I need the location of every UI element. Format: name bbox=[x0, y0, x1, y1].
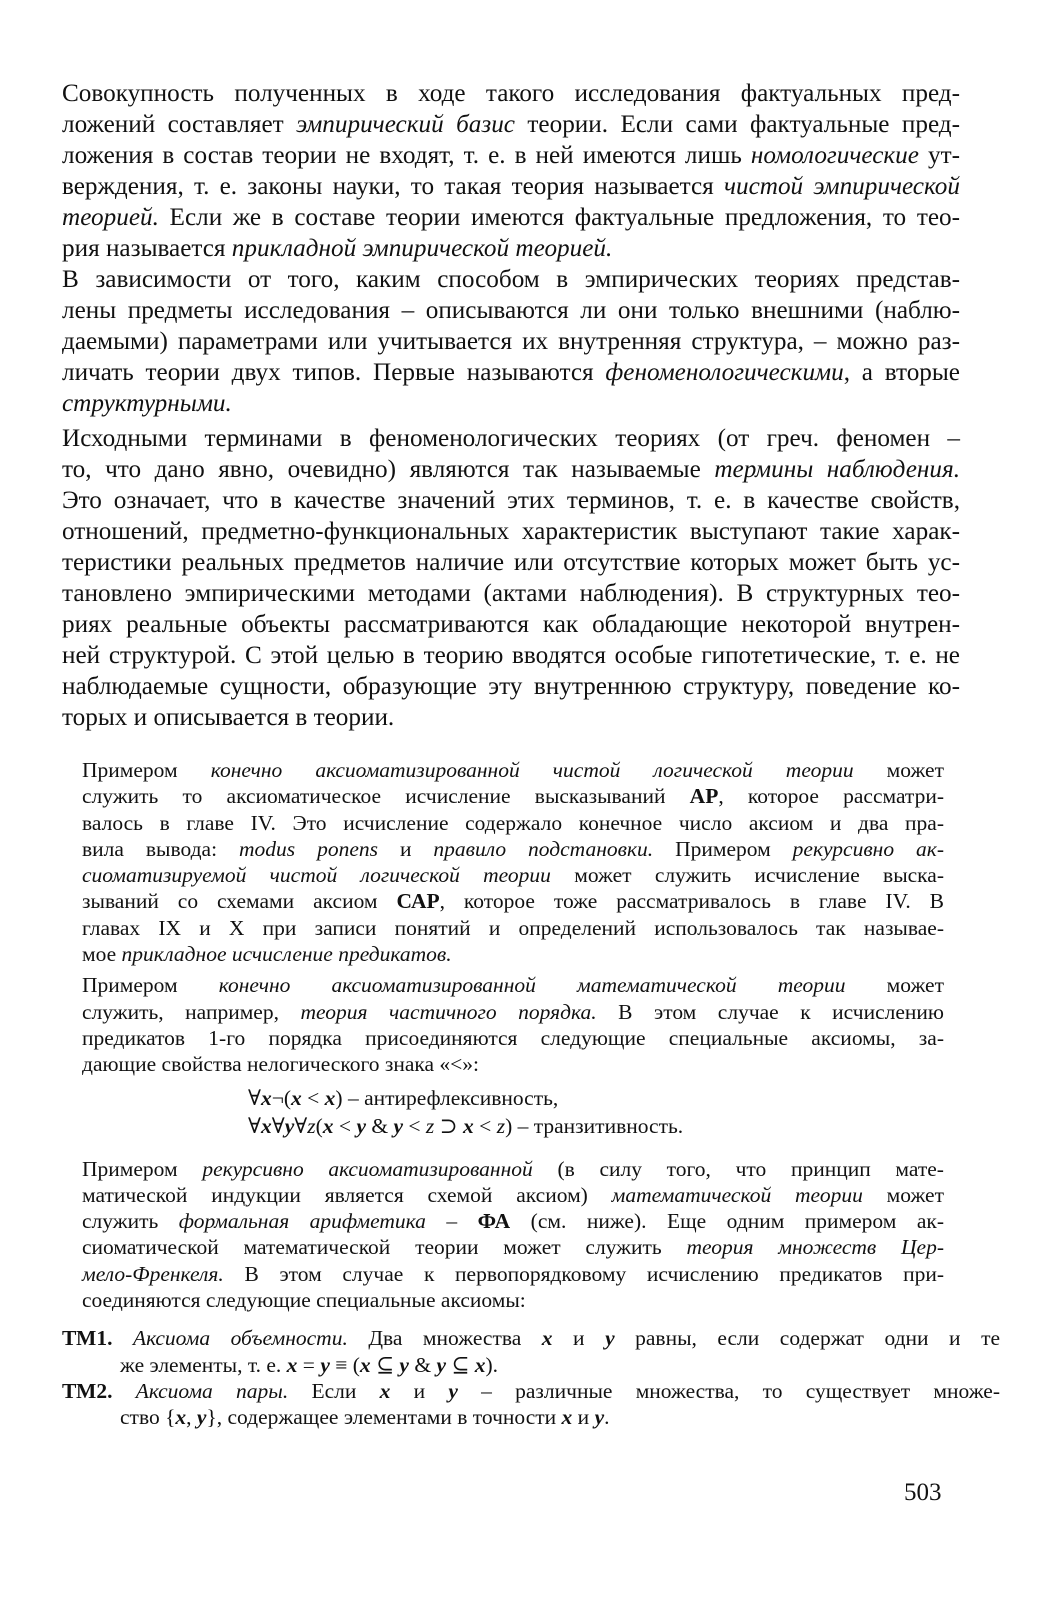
text-line: Примером bbox=[653, 836, 793, 861]
italic-term: Аксиома пары. bbox=[135, 1378, 289, 1403]
paragraph-observation-terms bbox=[62, 423, 960, 733]
text-line: может bbox=[845, 973, 944, 998]
text-line: (в силу того, что принцип мате- bbox=[532, 1156, 944, 1181]
text-line: ложения в состав теории не входят, т. е. в ней имеются лишь bbox=[62, 142, 751, 170]
italic-term: рекурсивно ак- bbox=[792, 836, 944, 861]
italic-term: термины наблюдения. bbox=[714, 455, 960, 483]
italic-term: теория частичного порядка. bbox=[300, 999, 597, 1024]
text-line: лены предметы исследования – описываются ли они только внешними (наблю- bbox=[62, 297, 960, 325]
bold-term: АР bbox=[689, 784, 719, 809]
text-line: может bbox=[862, 1182, 944, 1207]
italic-term: мело-Френкеля. bbox=[82, 1261, 224, 1286]
text-line: рия называется bbox=[62, 235, 232, 263]
italic-term: эмпирический базис bbox=[296, 111, 515, 139]
italic-term: номологические bbox=[750, 142, 919, 170]
text-line: вила вывода: bbox=[82, 836, 239, 861]
text-line: , а вторые bbox=[843, 359, 960, 387]
page-number: 503 bbox=[904, 1479, 942, 1506]
text-line: теристики реальных предметов наличие или отсутствие которых может быть ус- bbox=[62, 548, 960, 576]
formula-block bbox=[82, 1084, 960, 1140]
text-line: валось в главе IV. Это исчисление содержало конечное число аксиом и два пра- bbox=[82, 810, 944, 835]
italic-term: структурными. bbox=[62, 390, 232, 418]
text-line: зываний со схемами аксиом bbox=[82, 889, 397, 914]
text-line: , которое тоже рассматривалось в главе IV. В bbox=[439, 889, 944, 914]
text-line: личать теории двух типов. Первые называются bbox=[62, 359, 606, 387]
text-line: даемыми) параметрами или учитывается их внутренняя структура, – можно раз- bbox=[62, 328, 960, 356]
bold-term: САР bbox=[396, 889, 440, 914]
italic-term: modus ponens bbox=[239, 836, 378, 861]
text-line: Это означает, что в качестве значений этих терминов, т. е. в качестве свойств, bbox=[62, 486, 960, 514]
paragraph-theory-types bbox=[62, 264, 960, 419]
text-line: ложений составляет bbox=[62, 111, 297, 139]
formula-antireflexivity: ∀x¬(x < x) – антирефлексивность, bbox=[248, 1085, 559, 1110]
text-line: тановлено эмпирическими методами (актами наблюдения). В структурных тео- bbox=[62, 579, 960, 607]
italic-term: конечно аксиоматизированной чистой логической теории bbox=[210, 757, 854, 782]
italic-term: формальная арифметика – bbox=[178, 1209, 458, 1234]
text-line: служить, например, bbox=[82, 999, 301, 1024]
italic-term: правило подстановки. bbox=[433, 836, 654, 861]
italic-term: математической теории bbox=[611, 1182, 863, 1207]
text-line: может служить исчисление выска- bbox=[550, 863, 944, 888]
text-line: сиоматической математической теории может служить bbox=[82, 1235, 687, 1260]
text-line: верждения, т. е. законы науки, то такая теория называется bbox=[62, 173, 724, 201]
axiom-tm1: ТМ1. Аксиома объемности. Два множества x и y равны, если содержат одни и те же элементы, т. е. x = y ≡ (x ⊆ y & y ⊆ x). bbox=[62, 1326, 1001, 1377]
text-line: отношений, предметно-функциональных характеристик выступают такие харак- bbox=[62, 517, 960, 545]
text-line: Если же в составе теории имеются фактуальные предложения, то тео- bbox=[158, 204, 960, 232]
italic-term: прикладное исчисление предикатов. bbox=[121, 942, 452, 967]
text-line: предикатов 1-го порядка присоединяются следующие специальные аксиомы, за- bbox=[82, 1025, 944, 1050]
text-line: дающие свойства нелогического знака «<»: bbox=[82, 1052, 480, 1077]
axiom-tm2: ТМ2. Аксиома пары. Если x и y – различные множества, то существует множе- ство {x, y}, содержащее элементами в точности x и y. bbox=[62, 1378, 1000, 1430]
text-line: (см. ниже). Еще одним примером ак- bbox=[510, 1209, 944, 1234]
text-line: теории. Если сами фактуальные пред- bbox=[514, 111, 960, 139]
paragraph-logical-theory-example bbox=[62, 757, 944, 967]
italic-term: сиоматизируемой чистой логической теории bbox=[82, 863, 551, 888]
italic-term: прикладной эмпирической теорией. bbox=[231, 235, 613, 263]
italic-term: теория множеств Цер- bbox=[686, 1235, 944, 1260]
text-line: служить то аксиоматическое исчисление высказываний bbox=[82, 784, 690, 809]
text-line: служить bbox=[82, 1209, 179, 1234]
text-line: торых и описывается в теории. bbox=[62, 703, 395, 731]
italic-term: чистой эмпирической bbox=[723, 173, 960, 201]
axiom-label: ТМ2. bbox=[62, 1378, 113, 1403]
text-line: Исходными терминами в феноменологических теориях (от греч. феномен – bbox=[62, 424, 960, 452]
text-line: В зависимости от того, каким способом в эмпирических теориях представ- bbox=[62, 266, 960, 294]
text-line: может bbox=[853, 757, 944, 782]
text-line: Примером bbox=[82, 973, 219, 998]
text-line: ней структурой. С этой целью в теорию вводятся особые гипотетические, т. е. не bbox=[62, 641, 960, 669]
text-line: то, что дано явно, очевидно) являются так называемые bbox=[62, 455, 715, 483]
italic-term: Аксиома объемности. bbox=[133, 1326, 348, 1351]
text-line: Примером bbox=[82, 1156, 203, 1181]
text-line: ут- bbox=[918, 142, 960, 170]
text-line: , которое рассматри- bbox=[718, 784, 945, 809]
text-line: В этом случае к первопорядковому исчислению предикатов при- bbox=[223, 1261, 944, 1286]
paragraph-math-theory-example bbox=[62, 972, 944, 1077]
axiom-label: ТМ1. bbox=[62, 1326, 113, 1351]
page-body bbox=[62, 78, 1001, 1431]
text-line: соединяются следующие специальные аксиомы: bbox=[82, 1288, 526, 1313]
text-line: главах IX и X при записи понятий и определений использовалось так называе- bbox=[82, 915, 944, 940]
text-line: наблюдаемые сущности, образующие эту внутреннюю структуру, поведение ко- bbox=[62, 672, 960, 700]
text-line: матической индукции является схемой аксиом) bbox=[82, 1182, 612, 1207]
text-line: мое bbox=[82, 942, 122, 967]
paragraph-recursive-theory-example bbox=[62, 1156, 944, 1314]
formula-transitivity: ∀x∀y∀z(x < y & y < z ⊃ x < z) – транзитивность. bbox=[248, 1113, 684, 1138]
text-line: Совокупность полученных в ходе такого исследования фактуальных пред- bbox=[62, 80, 960, 107]
bold-term: ФА bbox=[457, 1209, 511, 1234]
text-line: Примером bbox=[82, 757, 211, 782]
text-line: и bbox=[378, 836, 434, 861]
italic-term: конечно аксиоматизированной математической теории bbox=[218, 973, 846, 998]
text-line: В этом случае к исчислению bbox=[596, 999, 944, 1024]
text-line: риях реальные объекты рассматриваются как обладающие некоторой внутрен- bbox=[62, 610, 960, 638]
italic-term: теорией. bbox=[62, 204, 159, 232]
italic-term: рекурсивно аксиоматизированной bbox=[202, 1156, 533, 1181]
paragraph-empirical-basis bbox=[62, 78, 960, 264]
italic-term: феноменологическими bbox=[605, 359, 844, 387]
